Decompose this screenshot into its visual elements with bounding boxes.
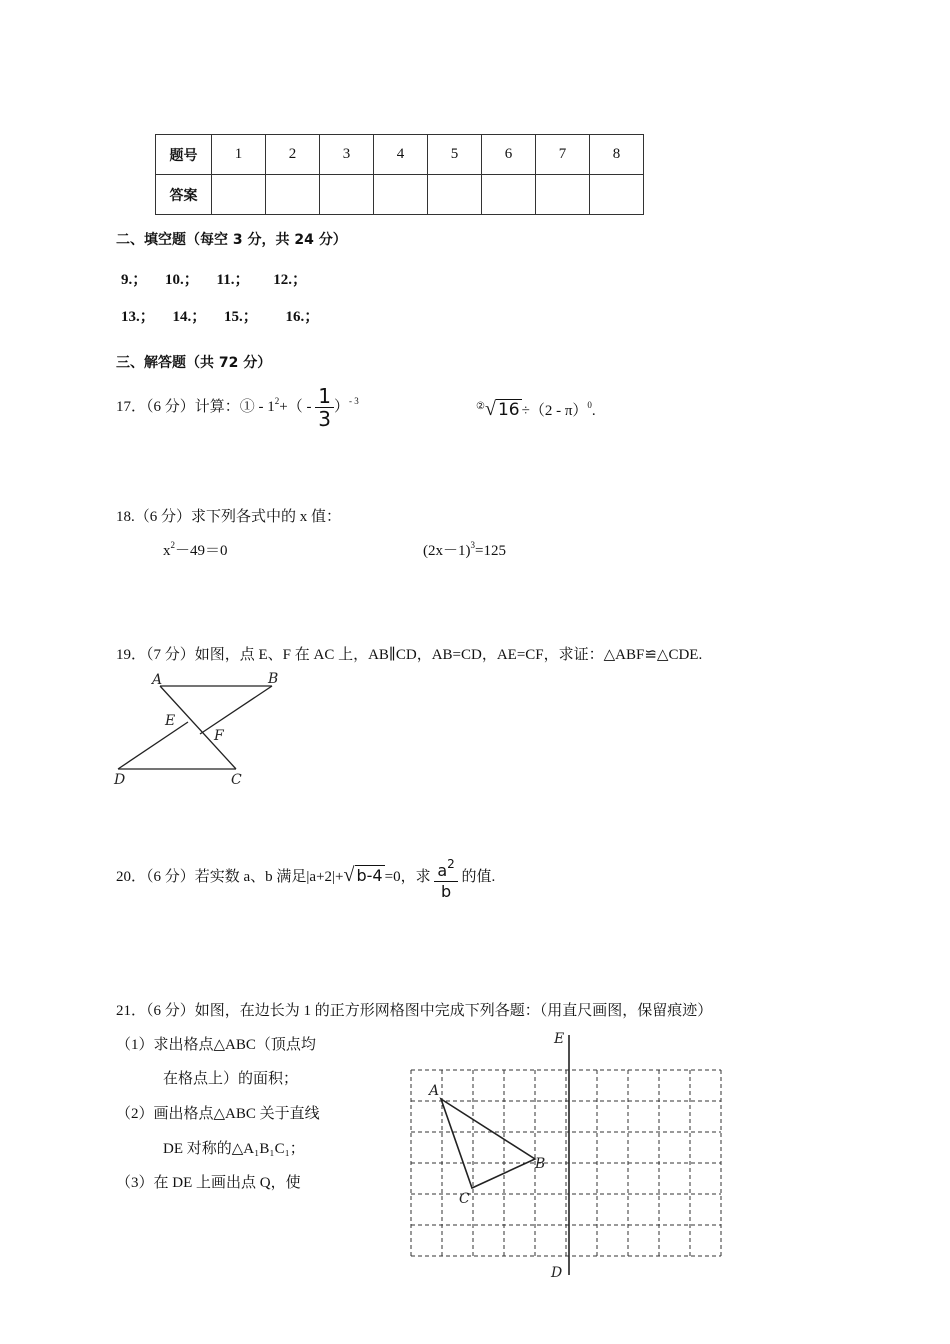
segment-de — [118, 722, 188, 769]
q20-frac-exp: 2 — [447, 856, 455, 871]
question-17-part1 — [116, 374, 359, 432]
answer-cell[interactable] — [266, 175, 320, 215]
fill-blank-line-1 — [121, 268, 307, 289]
question-19: 19．（7 分）如图，点 E、F 在 AC 上，AB∥CD，AB=CD，AE=CF，求证：△ABF≌△CDE. — [116, 647, 703, 663]
label-a: A — [152, 672, 163, 688]
label-a: A — [429, 1083, 440, 1099]
answer-table — [155, 134, 644, 215]
label-e: E — [554, 1031, 565, 1047]
answer-table-answer-row — [156, 175, 644, 215]
label-c: C — [459, 1191, 470, 1207]
q18-equation-1 — [163, 539, 228, 560]
q21-part2-a: （2）画出格点△ABC 关于直线 — [116, 1106, 320, 1122]
sqrt-symbol: √ 16 — [484, 398, 520, 420]
label-b: B — [268, 671, 279, 687]
q17-sqrt-arg: 16 — [497, 400, 520, 420]
label-e: E — [165, 713, 176, 729]
q17-plus: +（ - — [279, 399, 312, 415]
blank-12: 12.； — [273, 272, 307, 288]
table-cell-number: 7 — [536, 135, 590, 175]
q17-exp1: 2 — [274, 396, 280, 406]
section2-title: 二、填空题（每空 3 分，共 24 分） — [116, 232, 347, 248]
label-c: C — [231, 772, 242, 788]
answer-cell[interactable] — [320, 175, 374, 215]
question-17-part2 — [476, 392, 596, 424]
dashed-grid — [411, 1070, 721, 1256]
sqrt-symbol: √ b-4 — [343, 864, 383, 886]
answer-cell[interactable] — [482, 175, 536, 215]
q18-equation-2 — [423, 539, 506, 560]
label-b: B — [535, 1156, 546, 1172]
section3-title: 三、解答题（共 72 分） — [116, 355, 272, 371]
q20-fraction — [434, 854, 457, 902]
q20-abs: |a+2|+ — [306, 869, 344, 885]
q18-eq1-a: x — [163, 543, 171, 559]
q20-sqrt-arg: b-4 — [356, 866, 383, 885]
table-cell-number: 3 — [320, 135, 374, 175]
blank-16: 16.； — [285, 309, 320, 325]
q19-figure — [110, 668, 290, 790]
q21-part1-a: （1）求出格点△ABC（顶点均 — [116, 1037, 316, 1053]
q18-eq1-b: －49＝0 — [175, 543, 228, 559]
triangle-abc — [441, 1099, 535, 1188]
q18-eq2-exp: 3 — [470, 540, 475, 550]
question-21: 21．（6 分）如图，在边长为 1 的正方形网格图中完成下列各题：（用直尺画图，保留痕迹） — [116, 1003, 713, 1019]
q17-close: ） — [333, 399, 349, 415]
answer-cell[interactable] — [428, 175, 482, 215]
answer-cell[interactable] — [590, 175, 644, 215]
table-cell-number: 6 — [482, 135, 536, 175]
blank-13: 13.； — [121, 309, 155, 325]
q20-eq: =0，求 — [384, 869, 431, 885]
q20-suffix: 的值. — [461, 869, 496, 885]
blank-9: 9.； — [121, 272, 148, 288]
q21-part2-b: DE 对称的△A₁B₁C₁； — [163, 1141, 305, 1157]
q17-end: . — [591, 403, 596, 419]
q21-part1-b: 在格点上）的面积； — [163, 1071, 299, 1087]
q21-part3: （3）在 DE 上画出点 Q，使 — [116, 1175, 301, 1191]
q20-frac-num-wrap — [434, 854, 457, 881]
q20-frac-den: b — [440, 881, 452, 901]
q17-exp2: - 3 — [348, 396, 359, 406]
answer-label: 答案 — [156, 175, 212, 215]
label-f: F — [214, 728, 224, 744]
q21-grid-figure — [400, 1025, 730, 1285]
segment-bf — [200, 686, 272, 734]
answer-cell[interactable] — [212, 175, 266, 215]
q17-part2-mark: ② — [476, 401, 485, 412]
answer-cell[interactable] — [374, 175, 428, 215]
table-cell-number: 1 — [212, 135, 266, 175]
q20-prefix: 20．（6 分）若实数 a、b 满足 — [116, 869, 307, 885]
table-cell-number: 2 — [266, 135, 320, 175]
q18-eq1-exp: 2 — [170, 540, 175, 550]
question-20 — [116, 846, 495, 904]
q17-part2-rest: ÷（2 - π） — [521, 403, 588, 419]
answer-table-header-row — [156, 135, 644, 175]
answer-cell[interactable] — [536, 175, 590, 215]
label-d: D — [551, 1265, 563, 1281]
q17-frac-den: 3 — [318, 407, 331, 432]
q18-eq2-a: (2x－1) — [423, 543, 471, 559]
fill-blank-line-2 — [121, 305, 319, 326]
blank-10: 10.； — [165, 272, 199, 288]
blank-11: 11.； — [216, 272, 250, 288]
table-cell-number: 8 — [590, 135, 644, 175]
q17-fraction — [315, 385, 334, 430]
table-cell-number: 5 — [428, 135, 482, 175]
question-18: 18.（6 分）求下列各式中的 x 值： — [116, 509, 342, 525]
q17-exp3: 0 — [587, 400, 592, 410]
q17-frac-num: 1 — [318, 384, 331, 409]
table-cell-number: 4 — [374, 135, 428, 175]
q18-eq2-b: =125 — [475, 543, 506, 559]
blank-15: 15.； — [224, 309, 258, 325]
q20-frac-num: a — [437, 860, 448, 880]
question-number-label: 题号 — [156, 135, 212, 175]
label-d: D — [114, 772, 126, 788]
q17-prefix: 17．（6 分）计算：① - 1 — [116, 399, 275, 415]
blank-14: 14.； — [172, 309, 207, 325]
